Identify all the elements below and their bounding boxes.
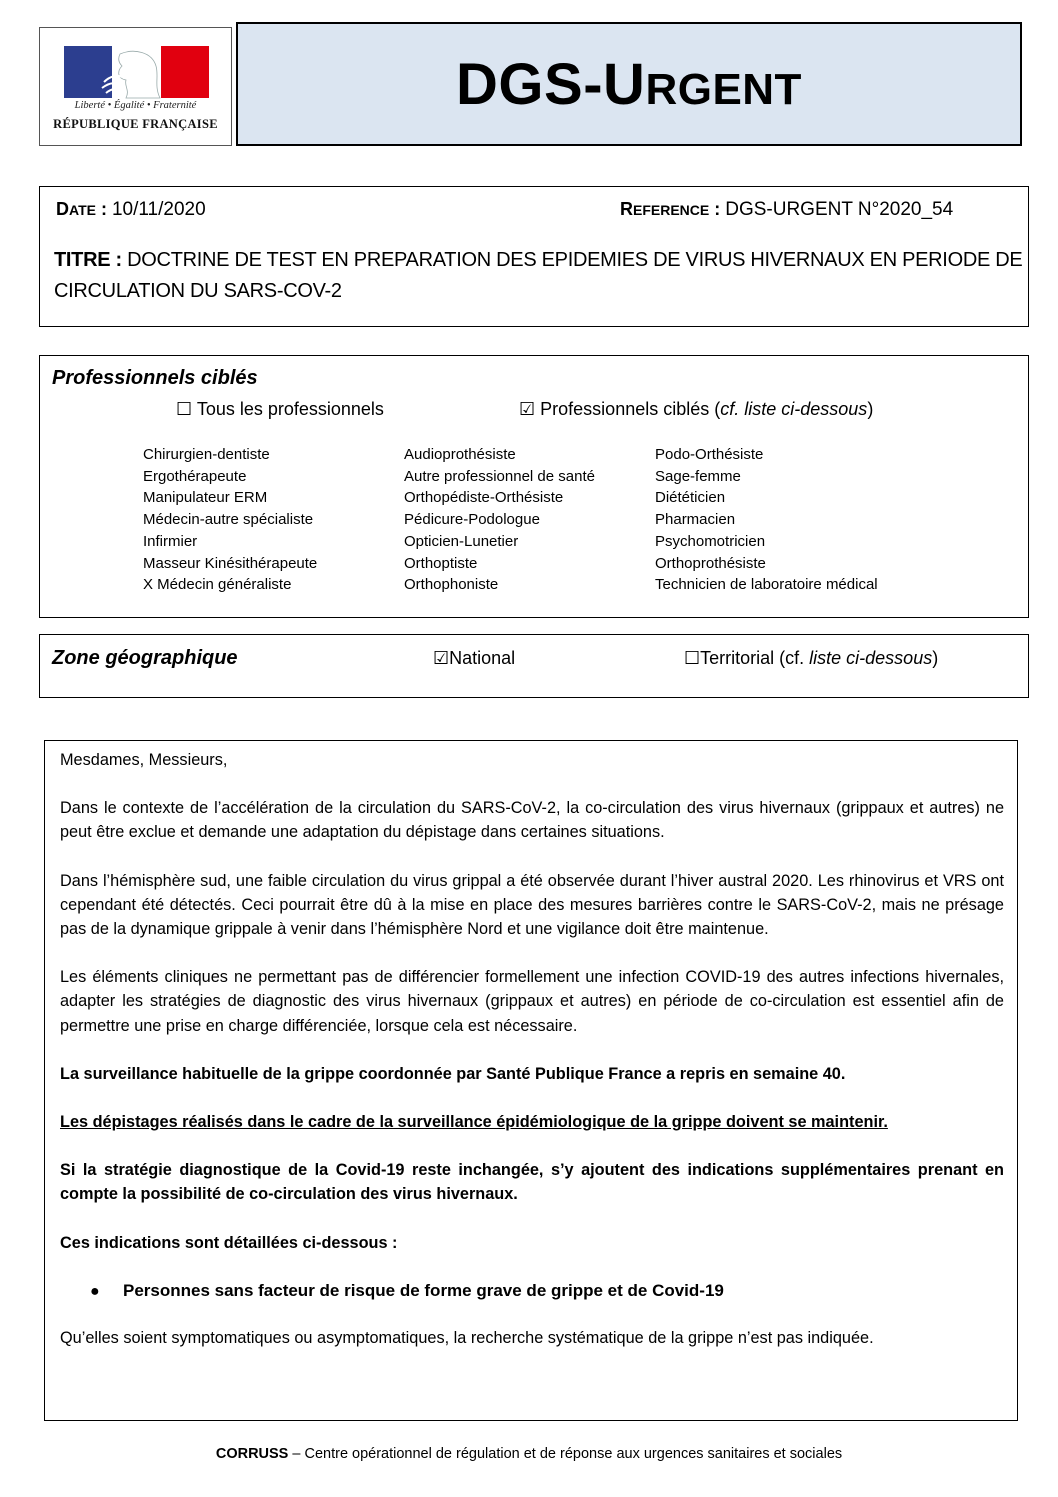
paragraph-bold: La surveillance habituelle de la grippe coordonnée par Santé Publique France a repris en semaine 40. [60, 1064, 846, 1083]
republique-francaise-logo [39, 27, 232, 146]
letter-body [60, 748, 1004, 1374]
list-item: X Médecin généraliste [143, 576, 292, 594]
footer [0, 1446, 1058, 1462]
zone-heading: Zone géographique [52, 647, 238, 669]
title-text: DOCTRINE DE TEST EN PREPARATION DES EPIDEMIES DE VIRUS HIVERNAUX EN PERIODE DE CIRCULATION DU SARS-COV-2 [54, 249, 1023, 302]
paragraph: Dans le contexte de l’accélération de la circulation du SARS-CoV-2, la co-circulation des virus hivernaux (grippaux et autres) ne peut être exclue et demande une adaptation du dépistage dans certaines situations. [60, 799, 1004, 842]
title-label: TITRE : [54, 249, 122, 271]
date-separator: : [95, 199, 112, 219]
paragraph: Qu’elles soient symptomatiques ou asymptomatiques, la recherche systématique de la grippe n’est pas indiquée. [60, 1329, 874, 1348]
list-item: Pédicure-Podologue [404, 511, 540, 529]
paragraph: Les éléments cliniques ne permettant pas de différencier formellement une infection COVID-19 des autres infections hivernales, adapter les stratégies de diagnostic des virus hivernaux (grippaux et autres) en période de co-circulation est essentiel afin de permettre une prise en charge différenciée, lorsque cela est nécessaire. [60, 968, 1004, 1035]
list-item: Masseur Kinésithérapeute [143, 554, 318, 572]
footer-text: – Centre opérationnel de régulation et de réponse aux urgences sanitaires et sociales [288, 1446, 843, 1462]
date-line [56, 199, 206, 221]
paragraph-bold: Ces indications sont détaillées ci-dessous : [60, 1233, 398, 1252]
list-item: Audioprothésiste [404, 446, 516, 463]
bullet-icon: ● [90, 1282, 100, 1300]
list-item: Autre professionnel de santé [404, 467, 595, 485]
date-label-rest: ATE [69, 202, 96, 218]
date-value: 10/11/2020 [111, 199, 206, 220]
title-rest: RGENT [645, 64, 802, 114]
reference-line [620, 199, 953, 221]
list-item: Opticien-Lunetier [404, 532, 519, 550]
title-prefix: DGS-U [456, 51, 646, 117]
list-item: Psychomotricien [655, 532, 766, 550]
paragraph-bold: Si la stratégie diagnostique de la Covid-19 reste inchangée, s’y ajoutent des indications supplémentaires prenant en compte la possibilité de co-circulation des virus hivernaux. [60, 1161, 1004, 1204]
option-all-label: Tous les professionnels [196, 399, 384, 419]
list-item: Infirmier [143, 532, 198, 550]
option-territorial-label: Territorial (cf. [700, 648, 810, 668]
list-item: Technicien de laboratoire médical [655, 576, 878, 594]
list-item: Orthopédiste-Orthésiste [404, 489, 564, 507]
document-title [54, 245, 1024, 307]
option-targeted-label: Professionnels ciblés ( [540, 399, 721, 419]
reference-label [620, 199, 725, 219]
salutation: Mesdames, Messieurs, [60, 751, 228, 769]
professions-column-3 [655, 444, 878, 596]
list-item: Podo-Orthésiste [655, 446, 764, 463]
ref-label-first: R [620, 199, 633, 219]
option-targeted-professionals [519, 399, 873, 420]
header-banner [236, 22, 1022, 146]
professions-column-1 [143, 444, 317, 596]
bullet-text: Personnes sans facteur de risque de forme grave de grippe et de Covid-19 [123, 1280, 724, 1300]
list-item: Médecin-autre spécialiste [143, 511, 314, 529]
option-national-label: National [449, 648, 516, 668]
date-label-first: D [56, 199, 69, 219]
professions-column-2 [404, 444, 595, 596]
option-territorial [684, 648, 938, 669]
ref-separator: : [709, 199, 726, 219]
date-label [56, 199, 112, 219]
footer-org: CORRUSS [215, 1446, 289, 1462]
list-item: Orthoptiste [404, 554, 478, 572]
checkbox-unchecked-icon: ☐ [684, 648, 701, 668]
ref-label-rest: EFERENCE [633, 202, 710, 218]
checkbox-checked-icon: ☑ [519, 399, 536, 419]
option-territorial-italic: liste ci-dessous [809, 648, 933, 668]
option-national [433, 648, 515, 669]
professionals-heading: Professionnels ciblés [52, 367, 258, 389]
checkbox-unchecked-icon: ☐ [176, 399, 193, 419]
list-item: Orthoprothésiste [655, 554, 766, 572]
list-item: Chirurgien-dentiste [143, 446, 270, 463]
reference-value: DGS-URGENT N°2020_54 [725, 199, 954, 220]
logo-republic-name: RÉPUBLIQUE FRANÇAISE [53, 117, 218, 131]
list-item: Manipulateur ERM [143, 489, 268, 507]
list-item: Sage-femme [655, 467, 741, 485]
list-item: Diététicien [655, 489, 726, 507]
list-item: Ergothérapeute [143, 467, 247, 485]
list-item: Pharmacien [655, 511, 736, 529]
option-targeted-end: ) [867, 399, 874, 419]
paragraph-underlined: Les dépistages réalisés dans le cadre de la surveillance épidémiologique de la grippe doivent se maintenir. [60, 1113, 888, 1132]
paragraph: Dans l’hémisphère sud, une faible circulation du virus grippal a été observée durant l’hiver austral 2020. Les rhinovirus et VRS ont cependant été détectés. Ceci pourrait être dû à la mise en place des mesures barrières contre le SARS-CoV-2, mais ne présage pas de la dynamique grippale à venir dans l’hémisphère Nord et une vigilance doit être maintenue. [60, 871, 1004, 939]
option-all-professionals [176, 399, 384, 420]
bullet-item [60, 1279, 1004, 1304]
logo-motto: Liberté • Égalité • Fraternité [74, 100, 197, 111]
option-territorial-end: ) [932, 648, 939, 668]
option-targeted-italic: cf. liste ci-dessous [720, 399, 868, 419]
page-title [456, 51, 802, 118]
list-item: Orthophoniste [404, 576, 499, 594]
checkbox-checked-icon: ☑ [433, 648, 450, 668]
